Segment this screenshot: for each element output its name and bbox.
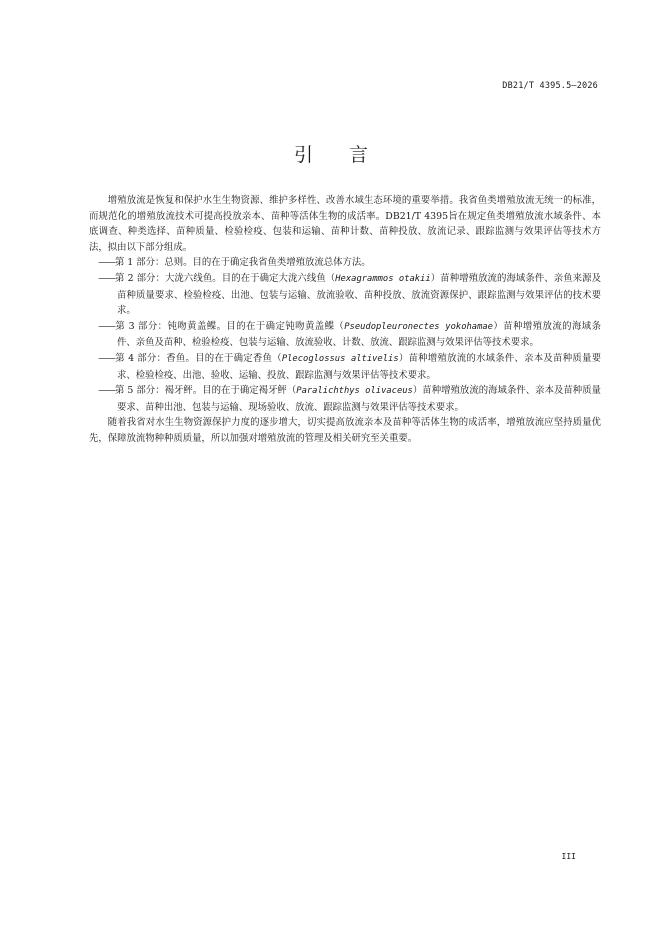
part-text: 第 3 部分：钝吻黄盖鲽。目的在于确定钝吻黄盖鲽（ <box>114 320 345 332</box>
part-text-rest: ）苗种增殖放流的海域条件、亲鱼及苗种、检验检疫、包装与运输、放流验收、计数、放流、跟踪监测与效果评估等技术要求。 <box>117 320 601 349</box>
part-text: 第 1 部分：总则。目的在于确定我省鱼类增殖放流总体方法。 <box>114 257 371 269</box>
latin-name: Hexagrammos otakii <box>335 273 431 284</box>
latin-name: Paralichthys olivaceus <box>296 386 413 397</box>
em-dash: —— <box>98 385 115 397</box>
part-item-1 <box>89 255 601 271</box>
em-dash: —— <box>98 320 115 332</box>
part-item-5 <box>89 383 601 415</box>
part-text-rest: ）苗种增殖放流的水域条件、亲本及苗种质量要求、检验检疫、出池、验收、运输、投放、跟踪监测与效果评估等技术要求。 <box>117 352 601 381</box>
standard-code: DB21/T 4395.5—2026 <box>502 81 598 91</box>
intro-content <box>89 193 601 447</box>
part-text-rest: ）苗种增殖放流的海域条件、亲鱼来源及苗种质量要求、检验检疫、出池、包装与运输、放流验收、苗种投放、放流资源保护、跟踪监测与效果评估的技术要求。 <box>117 272 601 317</box>
latin-name: Plecoglossus altivelis <box>281 353 399 364</box>
part-item-2 <box>89 271 601 319</box>
em-dash: —— <box>98 257 115 269</box>
latin-name: Pseudopleuronectes yokohamae <box>344 321 493 332</box>
em-dash: —— <box>98 352 115 364</box>
part-text: 第 2 部分：大泷六线鱼。目的在于确定大泷六线鱼（ <box>114 272 336 284</box>
part-item-4 <box>89 351 601 383</box>
intro-paragraph-2: 随着我省对水生生物资源保护力度的逐步增大，切实提高放流亲本及苗种等活体生物的成活率，增殖放流应坚持质量优先，保障放流物种种质质量，所以加强对增殖放流的管理及相关研究至关重要。 <box>89 417 601 444</box>
part-text-rest: ）苗种增殖放流的海域条件、亲本及苗种质量要求、苗种出池、包装与运输、现场验收、放流、跟踪监测与效果评估等技术要求。 <box>117 385 601 413</box>
intro-paragraph-1: 增殖放流是恢复和保护水生生物资源、维护多样性、改善水域生态环境的重要举措。我省鱼类增殖放流无统一的标准，而规范化的增殖放流技术可提高投放亲本、苗种等活体生物的成活率。DB21/T 4395旨在规定鱼类增殖放流水域条件、本底调查、种类选择、苗种质量、检验检疫、包装和运输、苗种计数、苗种投放、放流记录、跟踪监测与效果评估等技术方法，拟由以下部分组成。 <box>89 195 601 253</box>
part-text: 第 4 部分：香鱼。目的在于确定香鱼（ <box>114 352 282 364</box>
part-text: 第 5 部分：褐牙鲆。目的在于确定褐牙鲆（ <box>114 385 297 397</box>
part-item-3 <box>89 319 601 351</box>
em-dash: —— <box>98 272 115 284</box>
page-number: III <box>561 852 576 861</box>
page-title: 引言 <box>293 144 404 166</box>
